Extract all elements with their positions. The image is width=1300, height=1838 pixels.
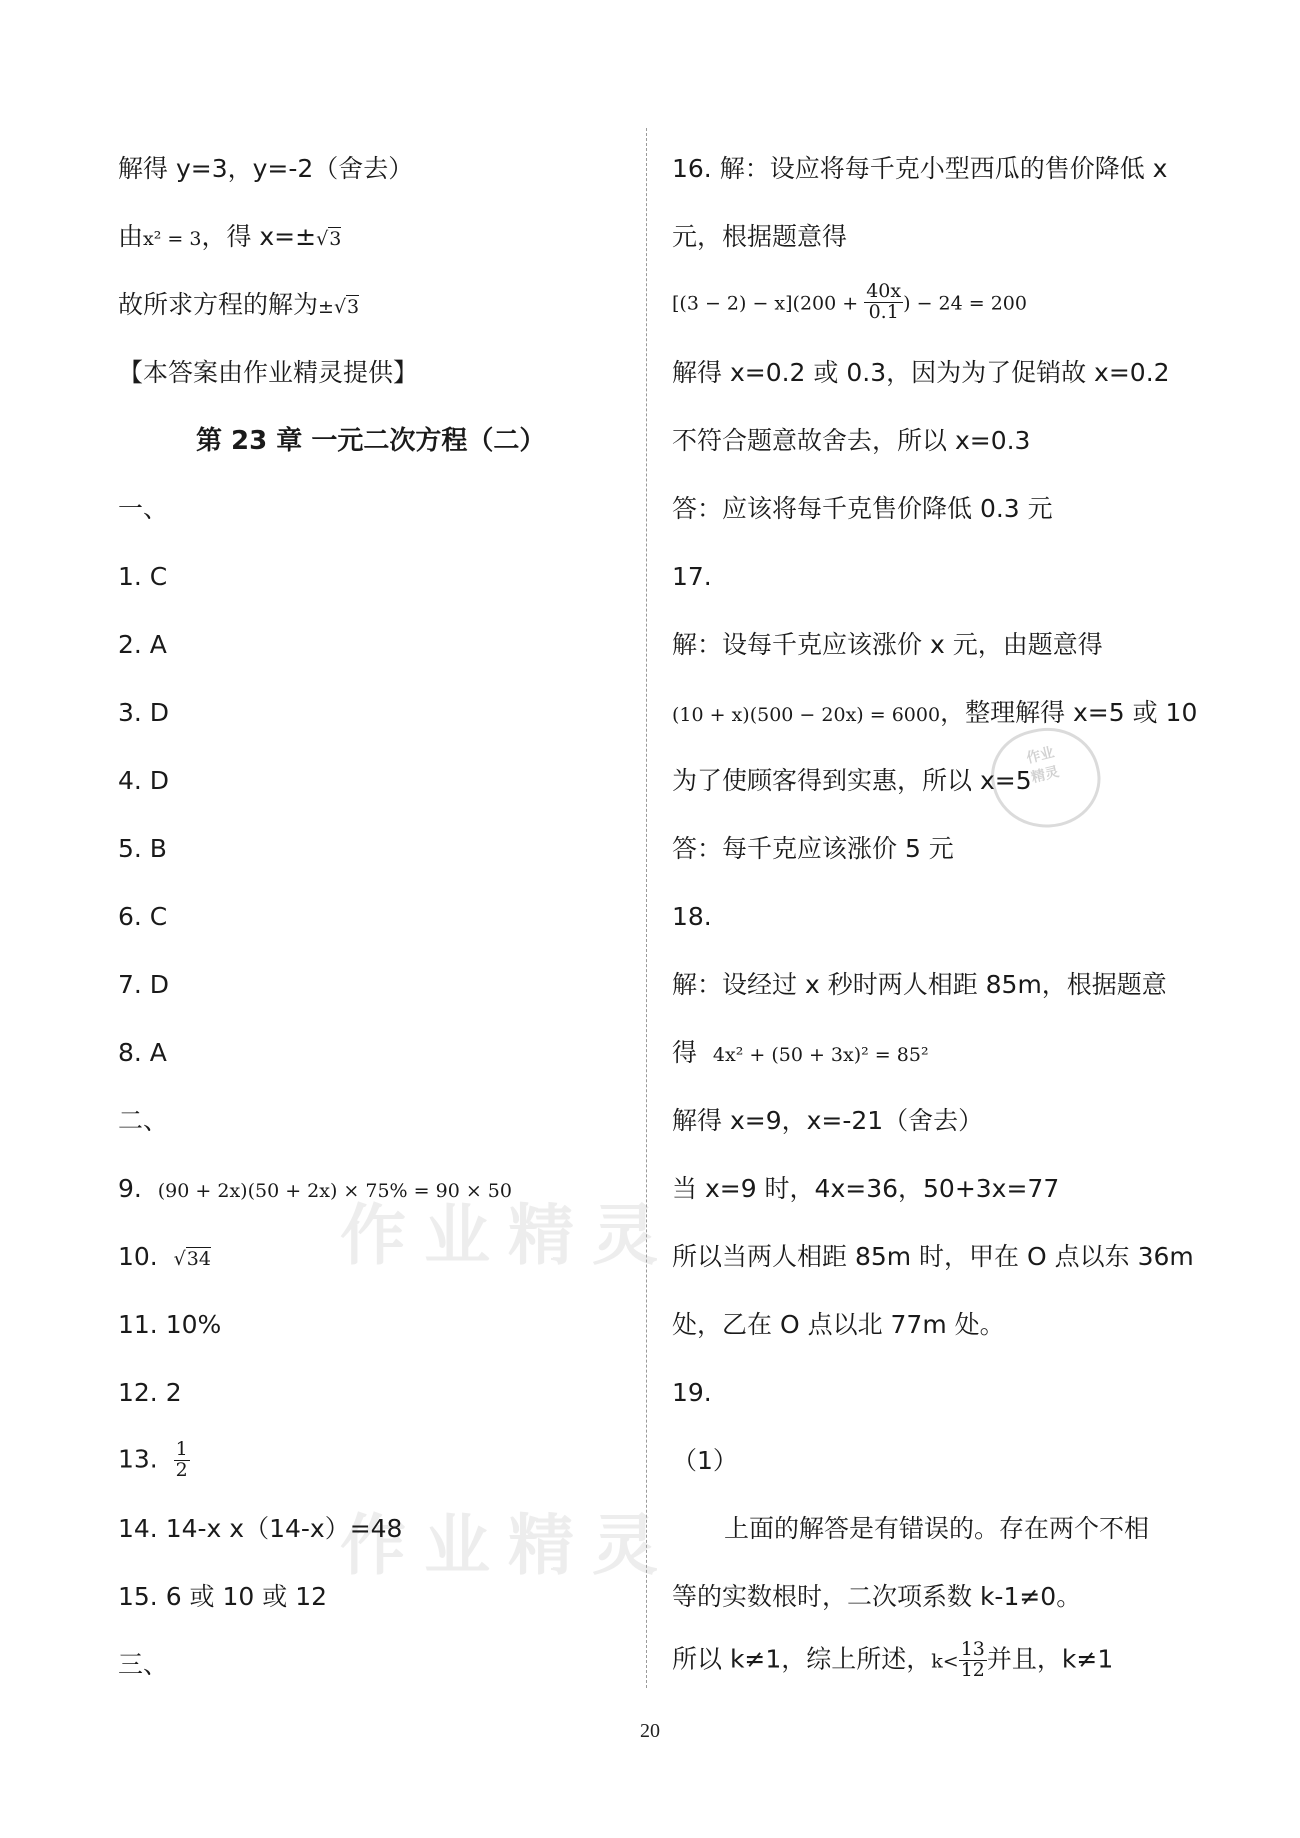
text-line: 答：应该将每千克售价降低 0.3 元 — [672, 494, 1053, 523]
section-heading: 二、 — [118, 1106, 169, 1135]
equation: [(3 − 2) − x](200 + $\frac{40x}{0.1}$ ) − 24 = 200 — [672, 280, 1027, 323]
column-divider — [646, 128, 647, 1688]
text-line: 为了使顾客得到实惠，所以 x=5 — [672, 766, 1032, 795]
page-number: 20 — [640, 1720, 660, 1742]
text-line: 由x² = 3，得 x=±√3 — [118, 222, 342, 251]
equation: (10 + x)(500 − 20x) = 6000 — [672, 704, 941, 726]
equation: 4x² + (50 + 3x)² = 85² — [712, 1044, 929, 1066]
fraction: $\frac{40x}{0.1}$ — [866, 280, 902, 323]
section-heading: 三、 — [118, 1650, 169, 1679]
text-line: 元，根据题意得 — [672, 222, 848, 251]
chapter-title: 第 23 章 一元二次方程（二） — [196, 426, 546, 456]
text-line: 16. 解：设应将每千克小型西瓜的售价降低 x — [672, 154, 1168, 183]
text-line: 所以 k≠1，综上所述，k< $\frac{13}{12}$ 并且，k≠1 — [672, 1638, 1114, 1681]
answer-item: 10. √34 — [118, 1242, 211, 1271]
answer-item: 2. A — [118, 630, 167, 659]
text-line: 解：设每千克应该涨价 x 元，由题意得 — [672, 630, 1103, 659]
text-line: 故所求方程的解为±√3 — [118, 290, 360, 319]
question-number: 19. — [672, 1378, 712, 1407]
answer-item: 15. 6 或 10 或 12 — [118, 1582, 328, 1611]
text-line: 解得 y=3，y=-2（舍去） — [118, 154, 414, 183]
sub-question: （1） — [672, 1446, 738, 1475]
section-heading: 一、 — [118, 494, 169, 523]
text-line: 解：设经过 x 秒时两人相距 85m，根据题意 — [672, 970, 1167, 999]
text-line: 【本答案由作业精灵提供】 — [118, 358, 419, 387]
answer-item: 11. 10% — [118, 1310, 222, 1339]
sqrt-value: 3 — [329, 228, 342, 250]
text-line: 不符合题意故舍去，所以 x=0.3 — [672, 426, 1031, 455]
sqrt-value: 34 — [186, 1248, 211, 1270]
text-line: 解得 x=0.2 或 0.3，因为为了促销故 x=0.2 — [672, 358, 1170, 387]
text-line: 解得 x=9，x=-21（舍去） — [672, 1106, 984, 1135]
answer-item: 7. D — [118, 970, 170, 999]
watermark-stamp: 作业 精灵 — [982, 716, 1111, 839]
text-line: 上面的解答是有错误的。存在两个不相 — [724, 1514, 1150, 1543]
watermark: 作业精灵 — [340, 1507, 676, 1584]
text-line: 当 x=9 时，4x=36，50+3x=77 — [672, 1174, 1060, 1203]
answer-item: 3. D — [118, 698, 170, 727]
answer-item: 1. C — [118, 562, 168, 591]
watermark: 作业精灵 — [340, 1197, 676, 1274]
question-number: 17. — [672, 562, 712, 591]
answer-item: 14. 14-x x（14-x）=48 — [118, 1514, 403, 1543]
answer-item: 12. 2 — [118, 1378, 182, 1407]
text-line: (10 + x)(500 − 20x) = 6000，整理解得 x=5 或 10 — [672, 698, 1198, 727]
answer-item: 13. $\frac{1}{2}$ — [118, 1438, 188, 1481]
text-line: 处，乙在 O 点以北 77m 处。 — [672, 1310, 1005, 1339]
text-line: 答：每千克应该涨价 5 元 — [672, 834, 954, 863]
answer-item: 8. A — [118, 1038, 167, 1067]
answer-item: 6. C — [118, 902, 168, 931]
equation: (90 + 2x)(50 + 2x) × 75% = 90 × 50 — [157, 1180, 512, 1202]
answer-item: 5. B — [118, 834, 167, 863]
text-line: 所以当两人相距 85m 时，甲在 O 点以东 36m — [672, 1242, 1194, 1271]
text-line: 等的实数根时，二次项系数 k-1≠0。 — [672, 1582, 1082, 1611]
fraction: $\frac{13}{12}$ — [960, 1638, 985, 1681]
answer-item: 9. (90 + 2x)(50 + 2x) × 75% = 90 × 50 — [118, 1174, 512, 1203]
question-number: 18. — [672, 902, 712, 931]
text-line: 得 4x² + (50 + 3x)² = 85² — [672, 1038, 929, 1067]
equation: x² = 3 — [143, 228, 202, 250]
fraction: $\frac{1}{2}$ — [175, 1438, 188, 1481]
answer-item: 4. D — [118, 766, 170, 795]
sqrt-value: 3 — [347, 296, 360, 318]
